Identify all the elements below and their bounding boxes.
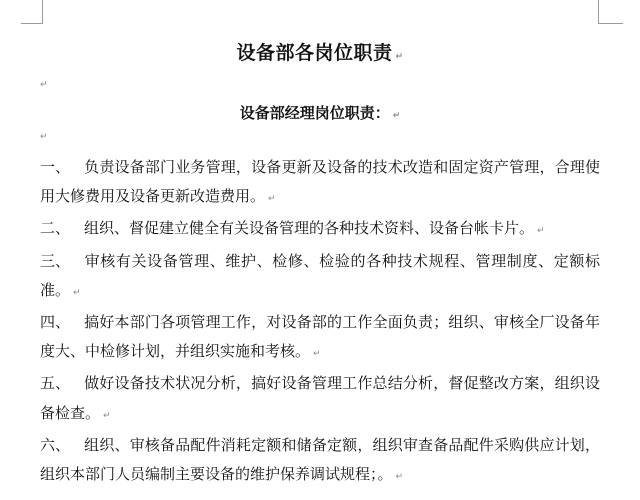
paragraph-mark-icon: ↵ <box>392 111 401 121</box>
paragraph-mark-icon: ↵ <box>268 194 276 205</box>
duty-text: 组织、审核备品配件消耗定额和储备定额，组织审查备品配件采购供应计划，组织本部门人员编制主要设备的维护保养调试规程；。 <box>40 435 600 484</box>
duty-item <box>40 247 600 308</box>
duty-text: 审核有关设备管理、维护、检修、检验的各种技术规程、管理制度、定额标准。 <box>40 251 600 299</box>
duty-text: 负责设备部门业务管理，设备更新及设备的技术改造和固定资产管理，合理使用大修费用及设备更新改造费用。 <box>40 158 600 206</box>
duty-text: 搞好本部门各项管理工作，对设备部的工作全面负责；组织、审核全厂设备年度大、中检修计划，并组织实施和考核。 <box>40 313 600 361</box>
duties-list <box>40 153 600 492</box>
duty-item <box>40 153 600 214</box>
document-title-text: 设备部各岗位职责 <box>236 42 393 64</box>
duty-item <box>40 214 600 246</box>
paragraph-mark-icon: ↵ <box>103 410 111 421</box>
duty-item <box>40 369 600 430</box>
section-subtitle <box>0 102 640 123</box>
duty-item <box>40 308 600 369</box>
paragraph-mark-icon: ↵ <box>73 287 81 298</box>
duty-number: 四、 <box>40 313 71 332</box>
duty-number: 三、 <box>40 251 71 270</box>
duty-number: 五、 <box>40 374 71 393</box>
paragraph-mark-icon: ↵ <box>395 472 404 483</box>
duty-number: 二、 <box>40 219 71 238</box>
duty-number: 一、 <box>40 158 71 176</box>
paragraph-mark-icon: ↵ <box>395 52 404 62</box>
paragraph-mark-icon: ↵ <box>313 349 321 360</box>
duty-number: 六、 <box>40 435 71 454</box>
paragraph-mark-icon: ↵ <box>537 226 545 237</box>
duty-text: 组织、督促建立健全有关设备管理的各种技术资料、设备台帐卡片。 <box>84 219 535 238</box>
empty-paragraph-mark-icon: ↵ <box>40 80 48 90</box>
duty-item <box>40 431 600 492</box>
page-margin-corner-top-left <box>42 0 43 24</box>
page-margin-corner-top-right <box>598 0 599 24</box>
empty-paragraph-mark-icon: ↵ <box>40 132 48 142</box>
document-title <box>0 38 640 65</box>
duty-text: 做好设备技术状况分析，搞好设备管理工作总结分析，督促整改方案，组织设备检查。 <box>40 374 600 422</box>
section-subtitle-text: 设备部经理岗位职责： <box>239 104 390 122</box>
